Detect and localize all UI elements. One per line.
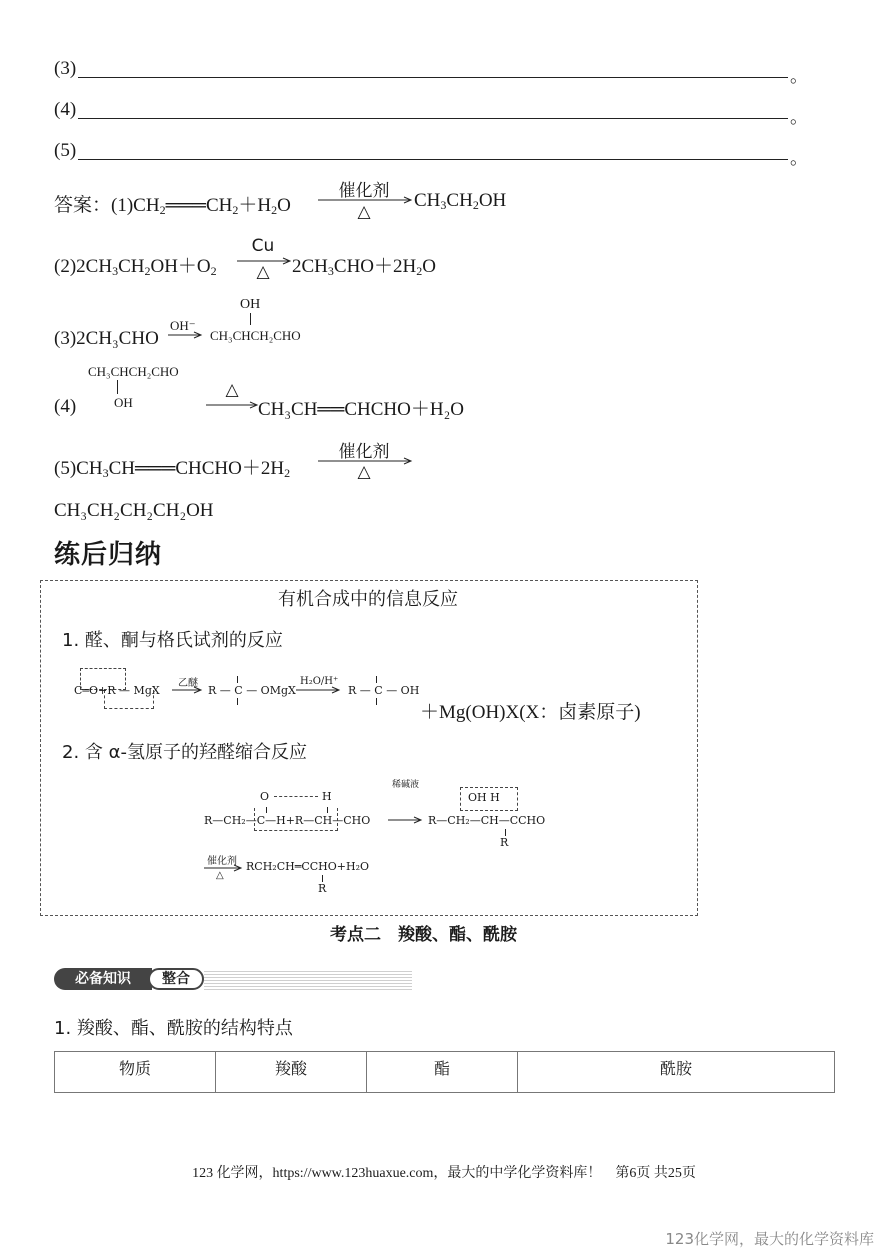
carbonyl-oxygen: O — [260, 790, 270, 803]
tag-label: 必备知识 — [54, 968, 152, 990]
answer-prefix: 答案： — [54, 194, 112, 216]
product: CH₃CHCH₂CHO — [210, 328, 301, 343]
line-end-mark: 。 — [790, 66, 808, 86]
topic-title: 考点二 羧酸、酯、酰胺 — [330, 925, 517, 945]
reaction-arrow — [168, 331, 204, 339]
condition-bottom: △ — [256, 262, 270, 282]
grignard-product: R — C — OH — [348, 684, 420, 697]
reaction-arrow — [388, 816, 424, 824]
table-header: 物质 — [55, 1052, 216, 1093]
bond-line — [117, 380, 118, 394]
blank-line-label: (3) — [54, 58, 77, 79]
bond-line — [322, 875, 323, 882]
watermark: 123化学网，最大的化学资料库 — [665, 1230, 874, 1248]
reactant-top: CH₃CHCH₂CHO — [88, 364, 179, 379]
bond-line — [376, 698, 377, 705]
alpha-hydrogen: H — [322, 790, 332, 803]
answer-rule — [78, 159, 788, 160]
electron-shift-box — [254, 808, 338, 831]
blank-line-label: (4) — [54, 99, 77, 120]
reactant: 2CH₃CHO — [76, 328, 159, 349]
bond-line — [376, 676, 377, 683]
electron-shift-arrow — [274, 796, 318, 797]
condition-top: 催化剂 — [338, 181, 390, 201]
condition-bottom: △ — [216, 870, 224, 881]
answer-1: 答案：$(1)CH_2═══CH_2+H_2O$ — [54, 194, 291, 217]
hydroxyl-group: OH — [240, 297, 261, 312]
condition-top: H₂O/H⁺ — [300, 676, 339, 687]
reactant-bottom: OH — [114, 395, 133, 410]
grignard-byproduct: ＋Mg(OH)X(X：卤素原子) — [420, 702, 641, 723]
aldol-reactants: R—CH₂—C—H+R—CH—CHO — [204, 814, 371, 827]
condition-top: 稀碱液 — [392, 780, 420, 790]
substituent-r: R — [318, 882, 327, 895]
grignard-intermediate: R — C — OMgX — [208, 684, 296, 697]
reaction-arrow — [172, 686, 204, 694]
grignard-reactants: C═O+R — MgX — [74, 684, 160, 697]
answer-2-product: $2CH_3CHO+2H_2O$ — [292, 256, 436, 278]
section-heading: 练后归纳 — [54, 540, 163, 570]
answer-label: (2) — [54, 256, 77, 277]
tag-badge: 整合 — [148, 968, 204, 990]
blank-line-3 — [54, 58, 76, 80]
table-header: 酯 — [367, 1052, 518, 1093]
box-title: 有机合成中的信息反应 — [278, 589, 458, 610]
answer-rule — [78, 77, 788, 78]
aldol-intermediate: R—CH₂—CH—CCHO — [428, 814, 546, 827]
answer-label: (1) — [111, 195, 134, 216]
answer-rule — [78, 118, 788, 119]
line-end-mark: 。 — [790, 148, 808, 168]
properties-table — [54, 1051, 835, 1093]
aldol-product: RCH₂CH═CCHO+H₂O — [246, 860, 370, 873]
substituent-r: R — [500, 836, 509, 849]
condition-bottom: △ — [357, 462, 371, 482]
box-item-1: 1. 醛、酮与格氏试剂的反应 — [62, 630, 283, 651]
reaction-arrow — [296, 686, 342, 694]
box-item-2: 2. 含 α-氢原子的羟醛缩合反应 — [62, 742, 307, 763]
answer-5-product: CH₃CH₂CH₂CH₂OH — [54, 500, 214, 521]
condition-top: △ — [225, 380, 239, 400]
bond-line — [237, 698, 238, 705]
answer-3 — [54, 328, 159, 350]
page-footer: 123 化学网，https://www.123huaxue.com，最大的中学化学资料库！ 第6页 共25页 — [192, 1166, 696, 1181]
aldol-hydroxyl-hydrogen: OH H — [468, 791, 500, 804]
answer-4-product: CH₃CH══CHCHO＋H₂O — [258, 399, 464, 420]
blank-line-4 — [54, 99, 76, 121]
bond-line — [505, 829, 506, 836]
structure-subtitle: 1. 羧酸、酯、酰胺的结构特点 — [54, 1018, 293, 1039]
blank-line-5 — [54, 140, 76, 162]
reaction-arrow — [204, 864, 244, 872]
bond-line — [250, 313, 251, 325]
condition-top: 催化剂 — [338, 442, 390, 462]
answer-label: (3) — [54, 328, 77, 349]
answer-4-label: (4) — [54, 396, 77, 417]
knowledge-tag — [54, 968, 204, 990]
answer-1-product: $CH_3CH_2OH$ — [414, 190, 507, 212]
condition-bottom: △ — [357, 202, 371, 222]
answer-2: $(2)2CH_3CH_2OH+O_2$ — [54, 256, 217, 278]
reaction-arrow — [206, 401, 262, 409]
blank-line-label: (5) — [54, 140, 77, 161]
bond-line — [237, 676, 238, 683]
table-row — [55, 1052, 835, 1093]
condition-top: 催化剂 — [207, 856, 237, 867]
answer-label: (5) — [54, 458, 77, 479]
table-header: 羧酸 — [216, 1052, 367, 1093]
condition-top: Cu — [251, 236, 275, 256]
condition-top: 乙醚 — [178, 678, 198, 689]
condition-top: OH⁻ — [170, 318, 196, 333]
line-end-mark: 。 — [790, 107, 808, 127]
decorative-stripes — [204, 970, 412, 990]
table-header: 酰胺 — [518, 1052, 835, 1093]
answer-5: $(5)CH_3CH═══CHCHO+2H_2$ — [54, 458, 291, 480]
